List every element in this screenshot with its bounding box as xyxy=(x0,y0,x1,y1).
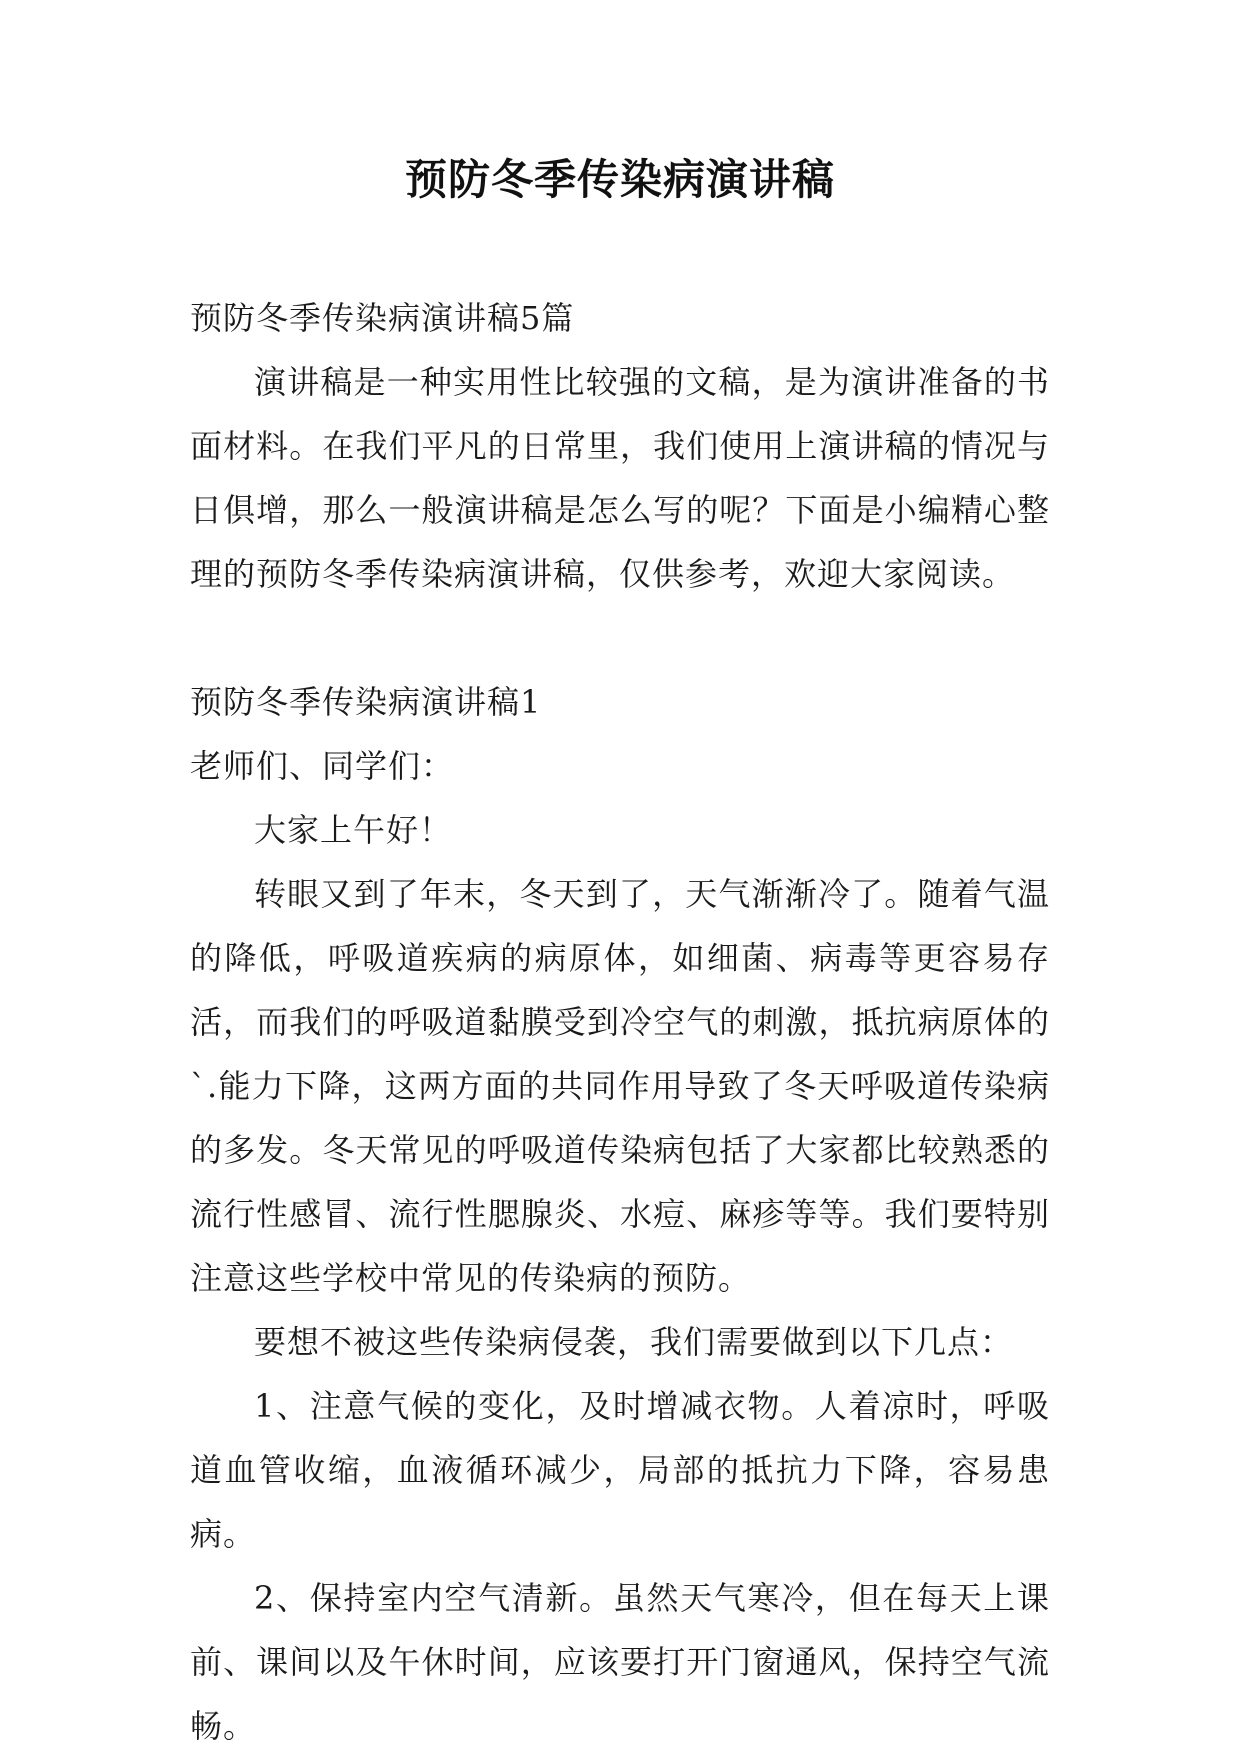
document-body xyxy=(190,286,1050,1758)
section-heading: 预防冬季传染病演讲稿1 xyxy=(190,683,542,721)
body-paragraph: 转眼又到了年末，冬天到了，天气渐渐冷了。随着气温的降低，呼吸道疾病的病原体，如细菌、病毒等更容易存活，而我们的呼吸道黏膜受到冷空气的刺激，抵抗病原体的`.能力下降，这两方面的共同作用导致了冬天呼吸道传染病的多发。冬天常见的呼吸道传染病包括了大家都比较熟悉的流行性感冒、流行性腮腺炎、水痘、麻疹等等。我们要特别注意这些学校中常见的传染病的预防。 xyxy=(190,875,1050,1297)
salutation: 老师们、同学们： xyxy=(190,747,455,785)
collection-heading: 预防冬季传染病演讲稿5篇 xyxy=(190,299,575,337)
list-item: 1、注意气候的变化，及时增减衣物。人着凉时，呼吸道血管收缩，血液循环减少，局部的抵抗力下降，容易患病。 xyxy=(190,1387,1050,1553)
list-item: 2、保持室内空气清新。虽然天气寒冷，但在每天上课前、课间以及午休时间，应该要打开门窗通风，保持空气流畅。 xyxy=(190,1579,1050,1745)
body-paragraph: 要想不被这些传染病侵袭，我们需要做到以下几点： xyxy=(254,1323,1014,1361)
intro-paragraph: 演讲稿是一种实用性比较强的文稿，是为演讲准备的书面材料。在我们平凡的日常里，我们使用上演讲稿的情况与日俱增，那么一般演讲稿是怎么写的呢？下面是小编精心整理的预防冬季传染病演讲稿，仅供参考，欢迎大家阅读。 xyxy=(190,363,1050,593)
document-title: 预防冬季传染病演讲稿 xyxy=(404,155,835,204)
greeting: 大家上午好！ xyxy=(254,811,453,849)
